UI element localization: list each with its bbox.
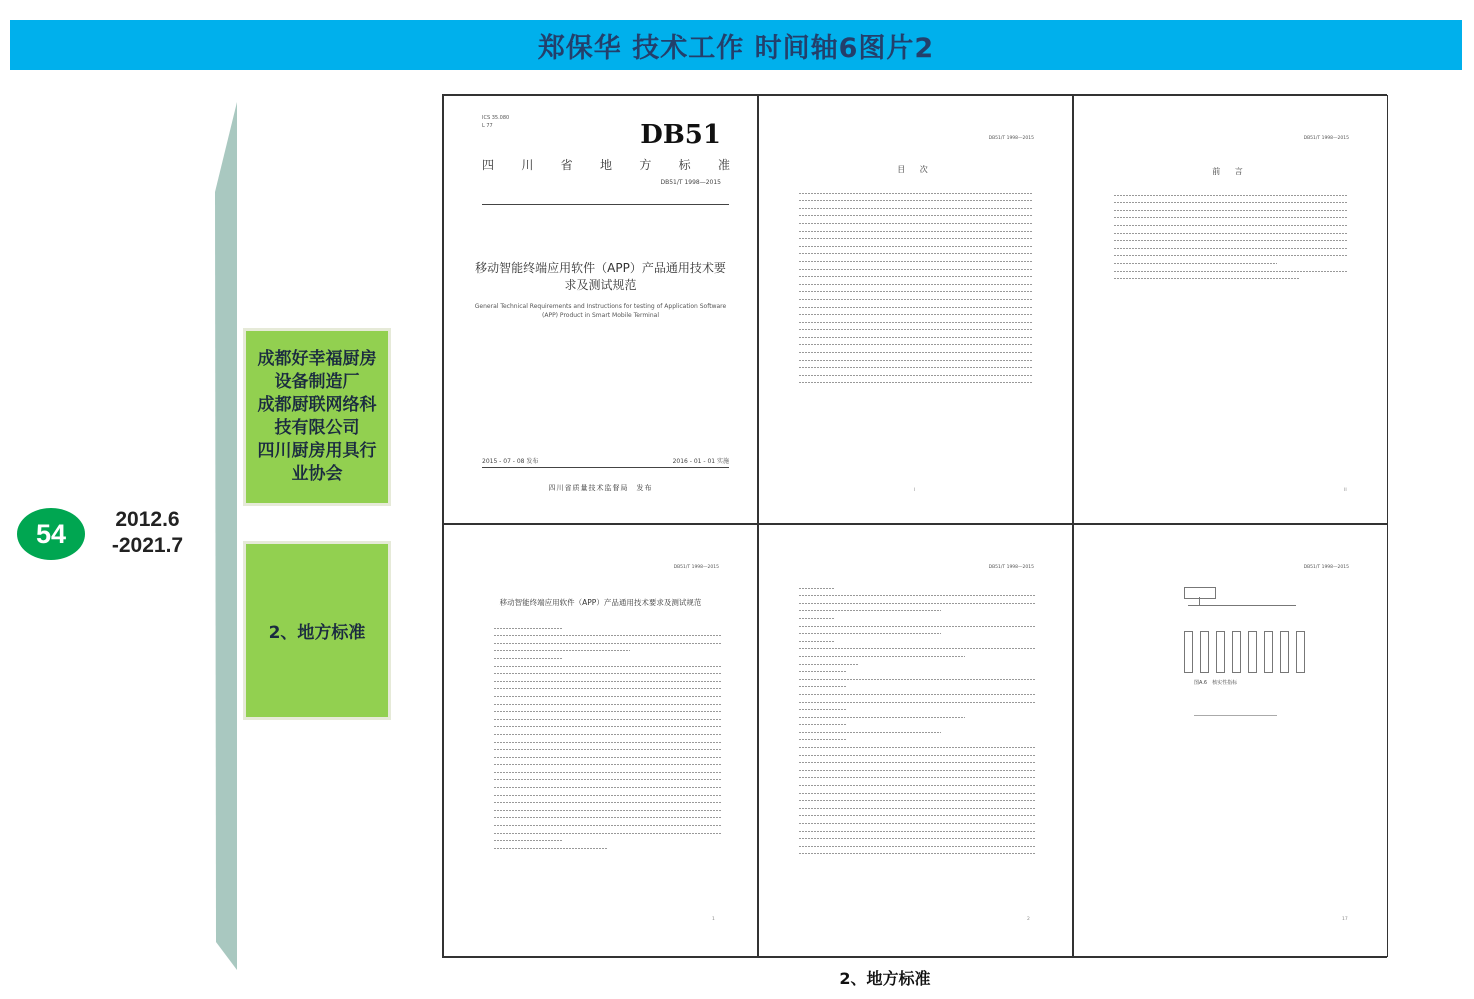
body-page-1: DB51/T 1998—2015 移动智能终端应用软件（APP）产品通用技术要求及测试规范 1 <box>443 524 758 957</box>
foreword-lines <box>1114 188 1347 286</box>
foreword-page: DB51/T 1998—2015 前 言 II <box>1073 95 1388 524</box>
cover-rule <box>482 204 729 205</box>
period-start: 2012.6 <box>115 508 180 531</box>
cover-province: 四 川 省 地 方 标 准 <box>482 158 730 172</box>
body-lines <box>494 621 721 855</box>
companies-box <box>243 328 391 506</box>
toc-page: DB51/T 1998—2015 目 次 I <box>758 95 1073 524</box>
toc-title: 目 次 <box>897 165 934 174</box>
company-3: 四川厨房用具行业协会 <box>257 441 377 484</box>
appendix-page: DB51/T 1998—2015 图A.6 核实性指标 17 <box>1073 524 1388 957</box>
cover-classification: ICS 35.080 L 77 <box>482 115 510 129</box>
title-banner <box>10 20 1462 70</box>
cover-code: DB51 <box>640 120 721 150</box>
cover-standard-no: DB51/T 1998—2015 <box>660 179 721 186</box>
cover-dates: 2015 - 07 - 08 发布 2016 - 01 - 01 实施 <box>482 456 729 468</box>
cover-title: 移动智能终端应用软件（APP）产品通用技术要求及测试规范 <box>475 261 726 292</box>
org-chart-root <box>1184 587 1216 599</box>
page-title: 郑保华 技术工作 时间轴6图片2 <box>537 32 935 64</box>
body-title: 移动智能终端应用软件（APP）产品通用技术要求及测试规范 <box>499 598 702 607</box>
document-pages <box>442 94 1387 958</box>
body-page-2: DB51/T 1998—2015 2 <box>758 524 1073 957</box>
timeline-badge: 54 <box>17 508 85 560</box>
foreword-title: 前 言 <box>1212 167 1249 176</box>
company-1: 成都好幸福厨房设备制造厂 <box>257 349 377 392</box>
page-caption: 2、地方标准 <box>839 969 931 988</box>
figure-rule <box>1194 715 1277 716</box>
body-lines-2 <box>799 581 1036 861</box>
cover-publisher: 四川省质量技术监督局 发布 <box>548 484 653 492</box>
figure-caption: 图A.6 核实性指标 <box>1194 680 1238 686</box>
category-box: 2、地方标准 <box>243 541 391 720</box>
timeline-bar <box>215 102 237 970</box>
cover-page <box>443 95 758 524</box>
period-end: -2021.7 <box>111 534 184 557</box>
timeline-period <box>100 507 195 559</box>
company-2: 成都厨联网络科技有限公司 <box>257 395 377 438</box>
cover-title-en: General Technical Requirements and Instructions for testing of Application Software (APP) Product in Smart Mobile Terminal <box>474 303 727 319</box>
toc-lines <box>799 186 1032 390</box>
